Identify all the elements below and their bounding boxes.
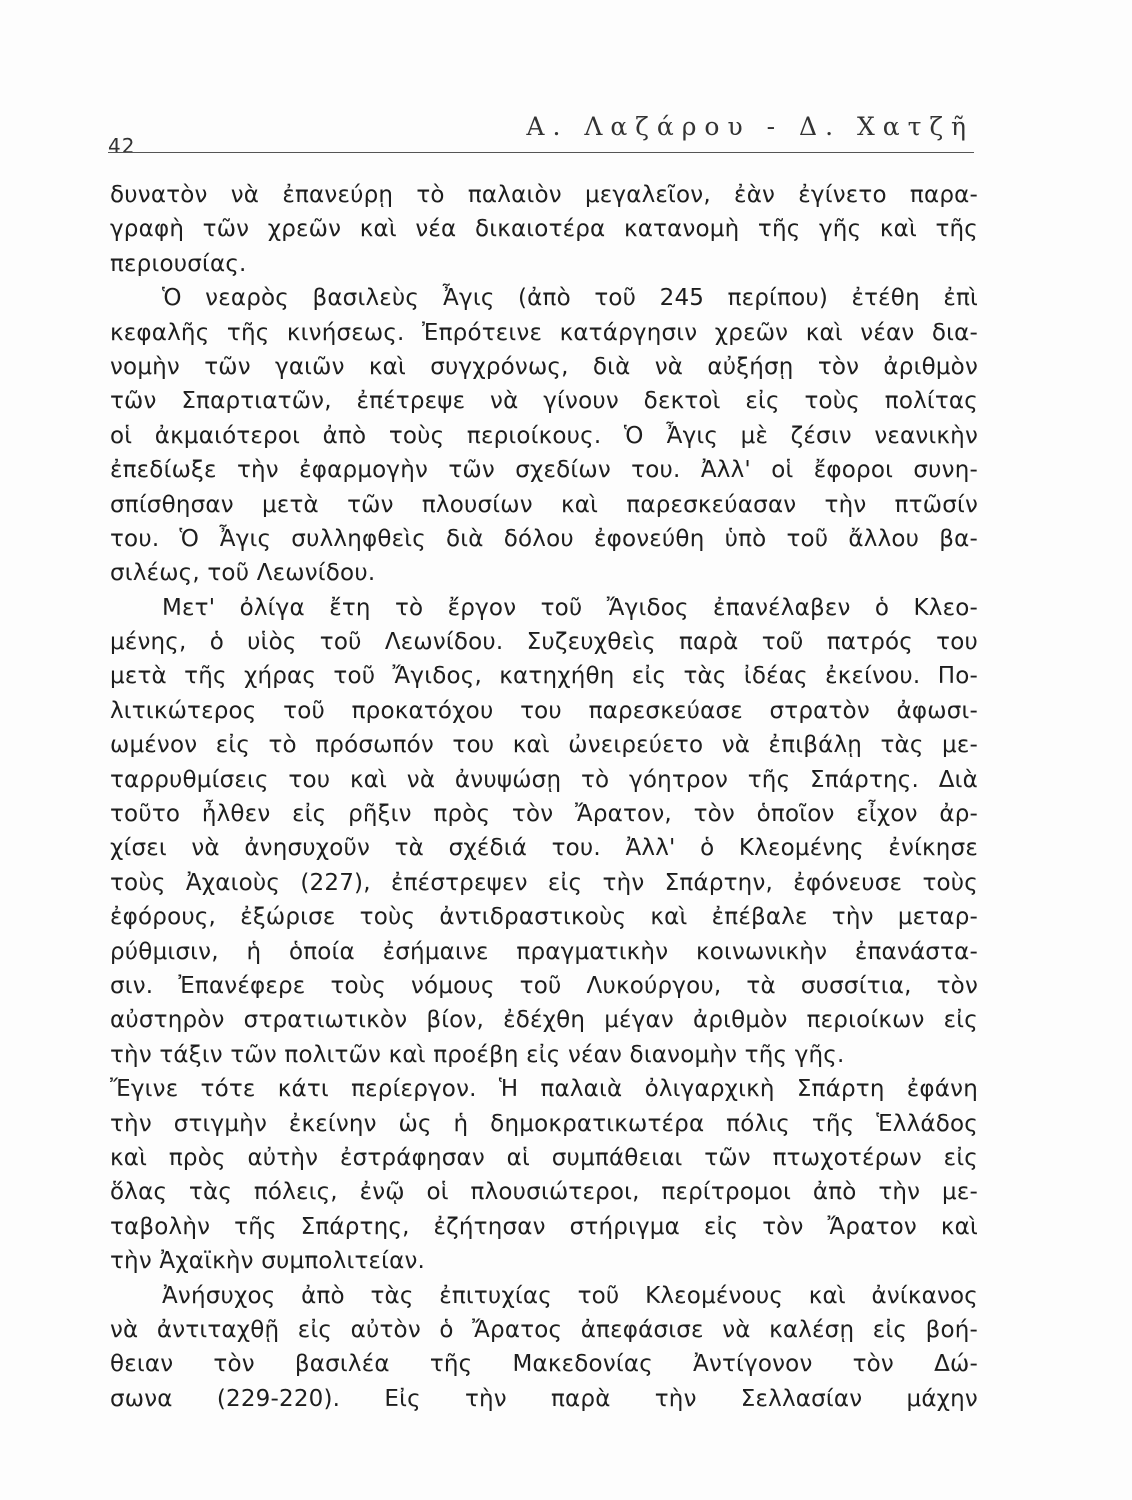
text-line: Ἔγινε τότε κάτι περίεργον. Ἡ παλαιὰ ὀλιγαρχικὴ Σπάρτη ἐφάνη <box>110 1076 978 1103</box>
text-line: ἐπεδίωξε τὴν ἐφαρμογὴν τῶν σχεδίων του. Ἀλλ' οἱ ἔφοροι συνη- <box>110 457 978 484</box>
text-line: ταβολὴν τῆς Σπάρτης, ἐζήτησαν στήριγμα εἰς τὸν Ἄρατον καὶ <box>110 1213 978 1240</box>
body-text <box>110 178 978 1416</box>
text-line: περιουσίας. <box>110 250 247 277</box>
text-line: ωμένον εἰς τὸ πρόσωπόν του καὶ ὠνειρεύετο νὰ ἐπιβάλῃ τὰς με- <box>110 732 978 759</box>
text-line: τοῦτο ἦλθεν εἰς ρῆξιν πρὸς τὸν Ἄρατον, τὸν ὁποῖον εἶχον ἀρ- <box>110 801 978 828</box>
text-line: καὶ πρὸς αὐτὴν ἐστράφησαν αἱ συμπάθειαι τῶν πτωχοτέρων εἰς <box>110 1144 978 1171</box>
running-head: Α. Λαζάρου - Δ. Χατζῆ <box>526 112 974 141</box>
text-line: κεφαλῆς τῆς κινήσεως. Ἐπρότεινε κατάργησιν χρεῶν καὶ νέαν δια- <box>110 319 978 346</box>
text-line: οἱ ἀκμαιότεροι ἀπὸ τοὺς περιοίκους. Ὁ Ἆγις μὲ ζέσιν νεανικὴν <box>110 422 978 449</box>
text-line: νομὴν τῶν γαιῶν καὶ συγχρόνως, διὰ νὰ αὐξήσῃ τὸν ἀριθμὸν <box>110 353 978 380</box>
text-line: μετὰ τῆς χήρας τοῦ Ἄγιδος, κατηχήθη εἰς τὰς ἰδέας ἐκείνου. Πο- <box>110 663 978 690</box>
text-line: Μετ' ὀλίγα ἔτη τὸ ἔργον τοῦ Ἄγιδος ἐπανέλαβεν ὁ Κλεο- <box>162 594 978 621</box>
text-line: γραφὴ τῶν χρεῶν καὶ νέα δικαιοτέρα κατανομὴ τῆς γῆς καὶ τῆς <box>110 216 978 243</box>
text-line: σπίσθησαν μετὰ τῶν πλουσίων καὶ παρεσκεύασαν τὴν πτῶσίν <box>110 491 978 518</box>
text-line: δυνατὸν νὰ ἐπανεύρῃ τὸ παλαιὸν μεγαλεῖον, ἐὰν ἐγίνετο παρα- <box>110 182 978 208</box>
page-number: 42 <box>108 134 136 158</box>
page-header <box>108 112 974 158</box>
text-line: χίσει νὰ ἀνησυχοῦν τὰ σχέδιά του. Ἀλλ' ὁ Κλεομένης ἐνίκησε <box>110 835 978 862</box>
text-line: ρύθμισιν, ἡ ὁποία ἐσήμαινε πραγματικὴν κοινωνικὴν ἐπανάστα- <box>110 938 978 965</box>
text-line: Ἀνήσυχος ἀπὸ τὰς ἐπιτυχίας τοῦ Κλεομένους καὶ ἀνίκανος <box>162 1282 978 1309</box>
text-line: σωνα (229-220). Εἰς τὴν παρὰ τὴν Σελλασίαν μάχην <box>110 1385 978 1412</box>
text-line: αὐστηρὸν στρατιωτικὸν βίον, ἐδέχθη μέγαν ἀριθμὸν περιοίκων εἰς <box>110 1007 978 1034</box>
text-line: του. Ὁ Ἆγις συλληφθεὶς διὰ δόλου ἐφονεύθη ὑπὸ τοῦ ἄλλου βα- <box>110 525 978 552</box>
text-line: σιν. Ἐπανέφερε τοὺς νόμους τοῦ Λυκούργου, τὰ συσσίτια, τὸν <box>110 972 978 999</box>
text-line: ταρρυθμίσεις του καὶ νὰ ἀνυψώσῃ τὸ γόητρον τῆς Σπάρτης. Διὰ <box>110 766 978 793</box>
text-line: τῶν Σπαρτιατῶν, ἐπέτρεψε νὰ γίνουν δεκτοὶ εἰς τοὺς πολίτας <box>110 388 978 415</box>
text-line: μένης, ὁ υἱὸς τοῦ Λεωνίδου. Συζευχθεὶς παρὰ τοῦ πατρός του <box>110 629 978 656</box>
text-line: νὰ ἀντιταχθῇ εἰς αὐτὸν ὁ Ἄρατος ἀπεφάσισε νὰ καλέσῃ εἰς βοή- <box>110 1316 978 1343</box>
text-line: τὴν Ἀχαϊκὴν συμπολιτείαν. <box>110 1248 426 1275</box>
text-line: ὅλας τὰς πόλεις, ἐνῷ οἱ πλουσιώτεροι, περίτρομοι ἀπὸ τὴν με- <box>110 1179 978 1206</box>
text-line: Ὁ νεαρὸς βασιλεὺς Ἆγις (ἀπὸ τοῦ 245 περίπου) ἐτέθη ἐπὶ <box>162 285 978 312</box>
text-line: θειαν τὸν βασιλέα τῆς Μακεδονίας Ἀντίγονον τὸν Δώ- <box>110 1351 978 1378</box>
text-line: σιλέως, τοῦ Λεωνίδου. <box>110 560 376 587</box>
text-line: ἐφόρους, ἐξώρισε τοὺς ἀντιδραστικοὺς καὶ ἐπέβαλε τὴν μεταρ- <box>110 904 978 931</box>
header-rule <box>108 152 974 153</box>
text-line: λιτικώτερος τοῦ προκατόχου του παρεσκεύασε στρατὸν ἀφωσι- <box>110 697 978 724</box>
text-line: τὴν τάξιν τῶν πολιτῶν καὶ προέβη εἰς νέαν διανομὴν τῆς γῆς. <box>110 1041 845 1068</box>
text-line: τοὺς Ἀχαιοὺς (227), ἐπέστρεψεν εἰς τὴν Σπάρτην, ἐφόνευσε τοὺς <box>110 869 978 896</box>
text-line: τὴν στιγμὴν ἐκείνην ὡς ἡ δημοκρατικωτέρα πόλις τῆς Ἑλλάδος <box>110 1110 978 1137</box>
